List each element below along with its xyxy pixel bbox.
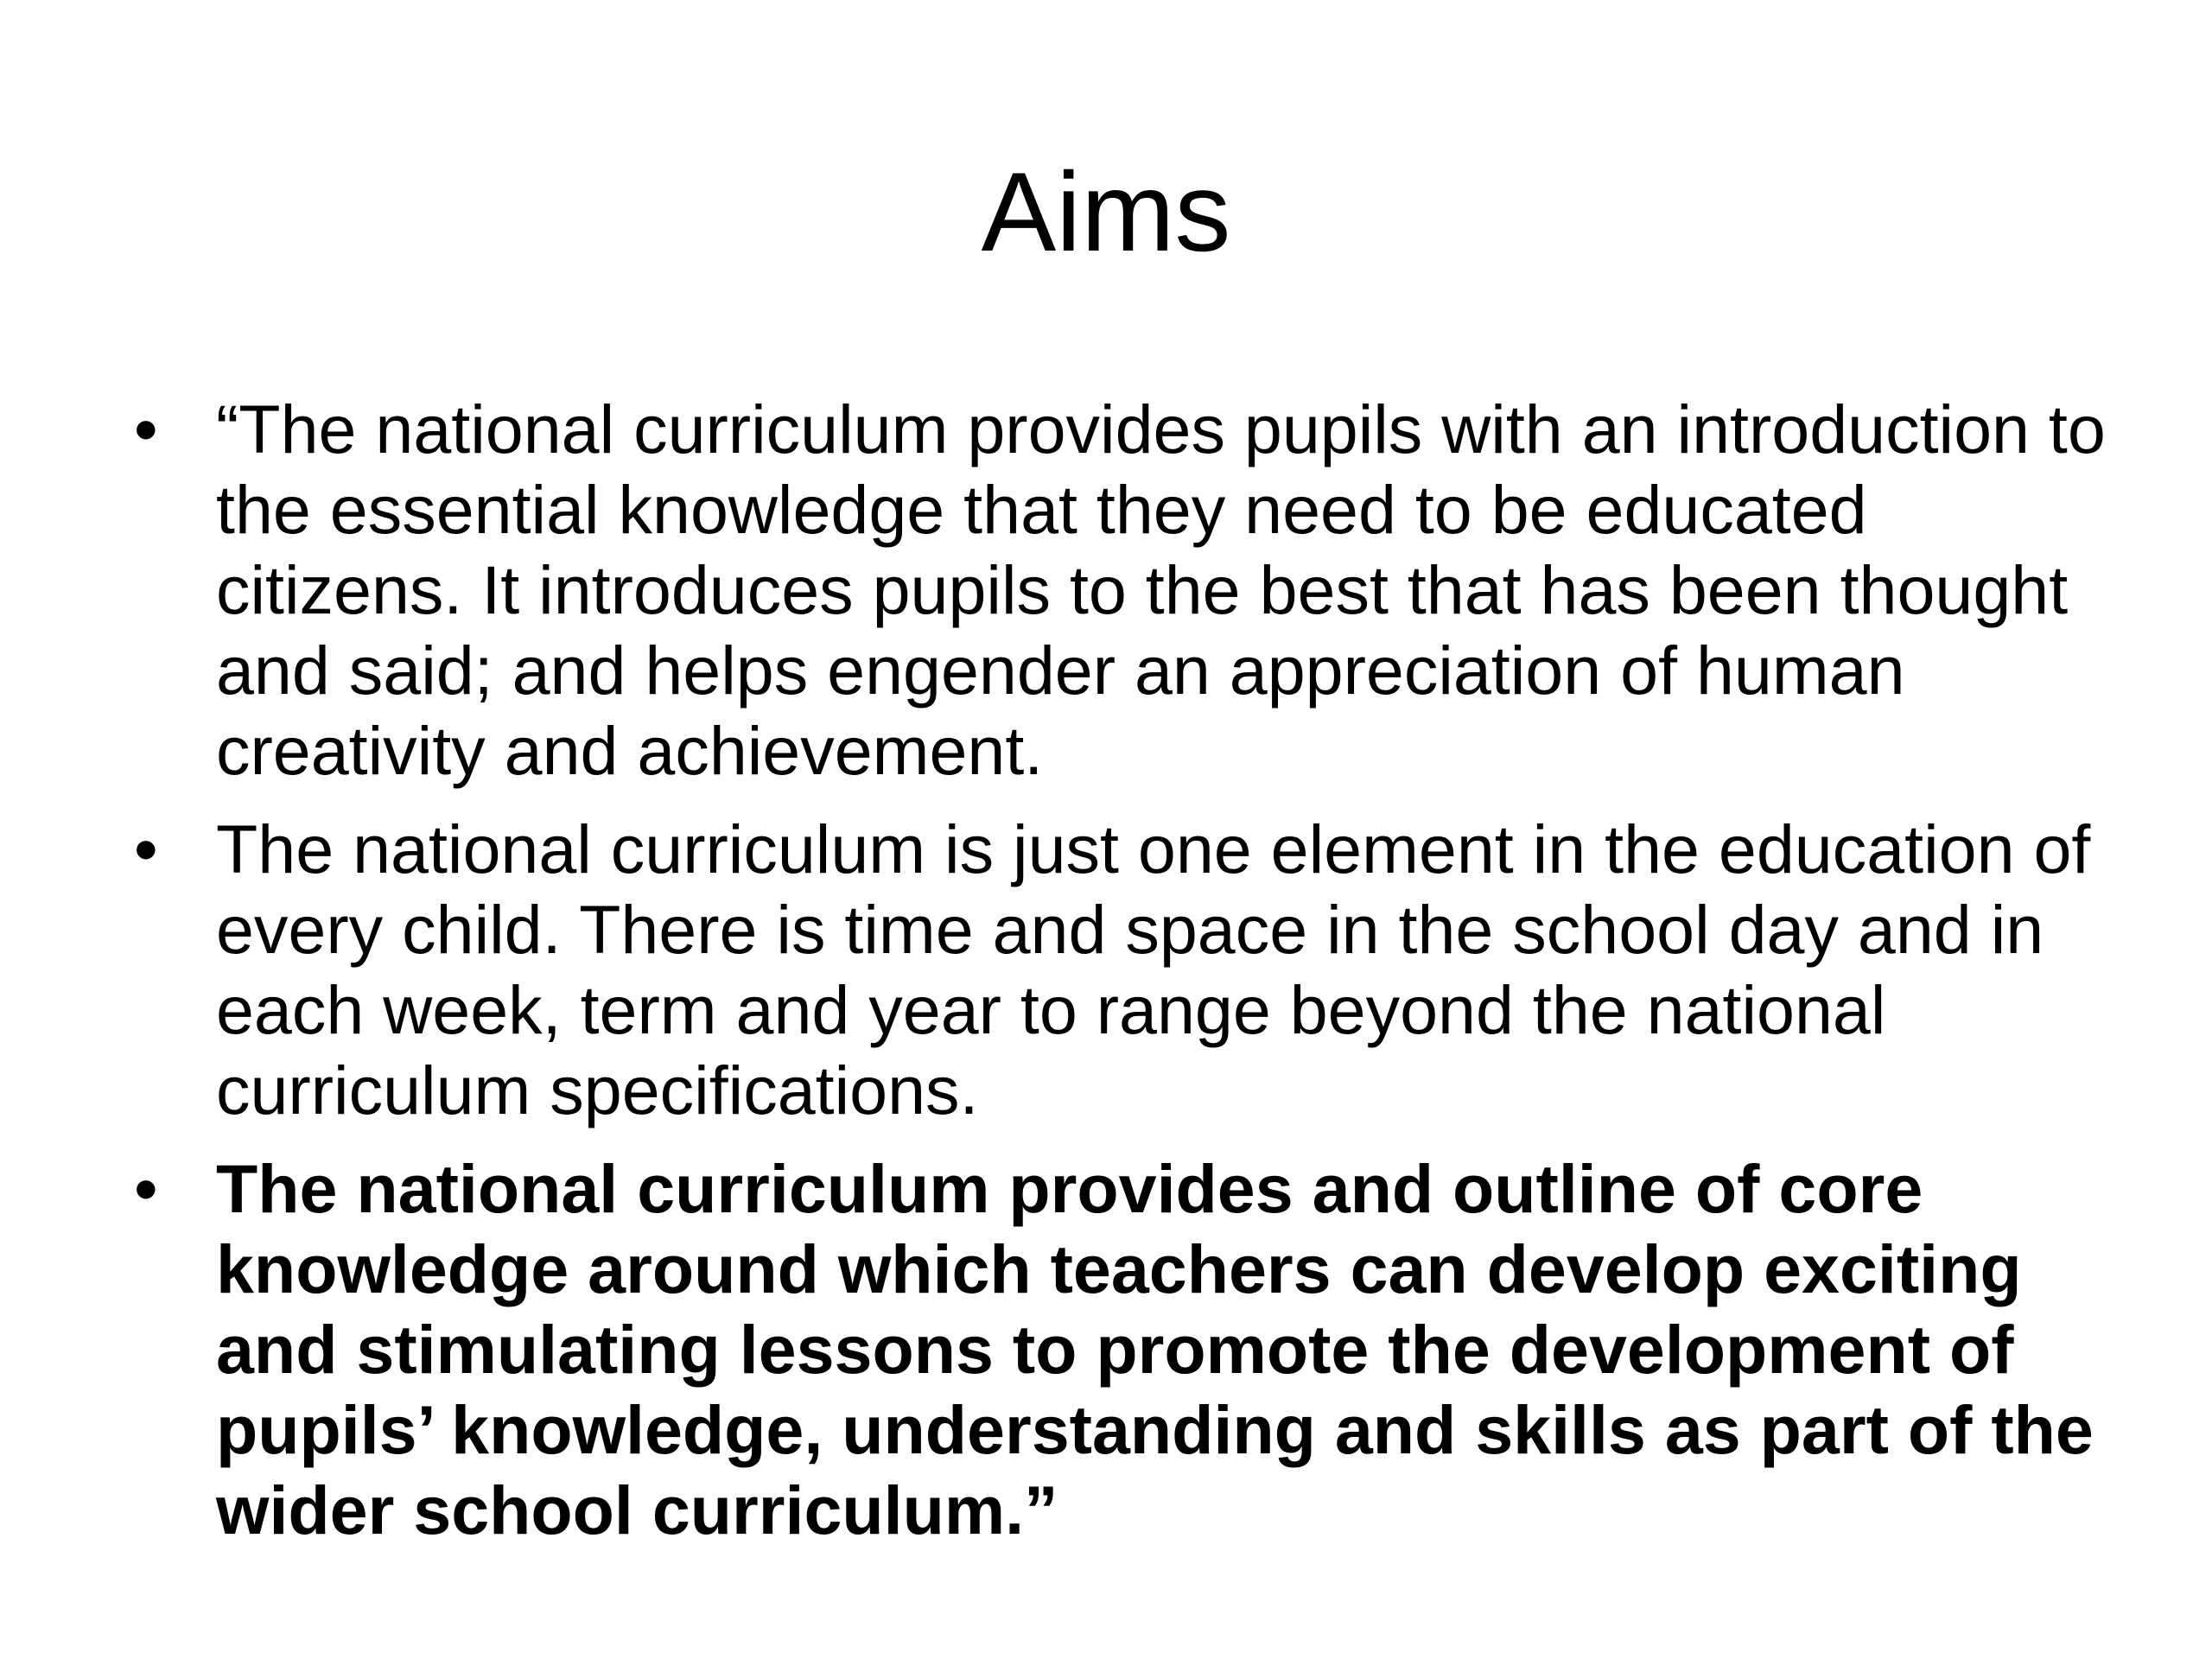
bullet-text: The national curriculum provides and outline of core knowledge around which teachers can develop exciting and stimulating lessons to promote the development of pupils’ knowledge, understanding and skills as part of the wider school curriculum.” — [216, 1150, 2094, 1548]
bullet-marker: • — [134, 391, 158, 467]
bullet-item-3 — [130, 1148, 2117, 1550]
slide-title: Aims — [981, 149, 1231, 275]
bullet-marker: • — [134, 810, 158, 887]
bullet-text: “The national curriculum provides pupils with an introduction to the essential knowledge that they need to be educated citizens. It introduces pupils to the best that has been thought and said; and helps engender an appreciation of human creativity and achievement. — [216, 391, 2106, 789]
bullet-list — [130, 389, 2117, 1568]
bullet-text: The national curriculum is just one element in the education of every child. There is time and space in the school day and in each week, term and year to range beyond the national curriculum specifications. — [216, 810, 2091, 1128]
bullet-item-1 — [130, 389, 2117, 791]
bullet-marker: • — [134, 1150, 158, 1227]
bullet-item-2 — [130, 809, 2117, 1130]
